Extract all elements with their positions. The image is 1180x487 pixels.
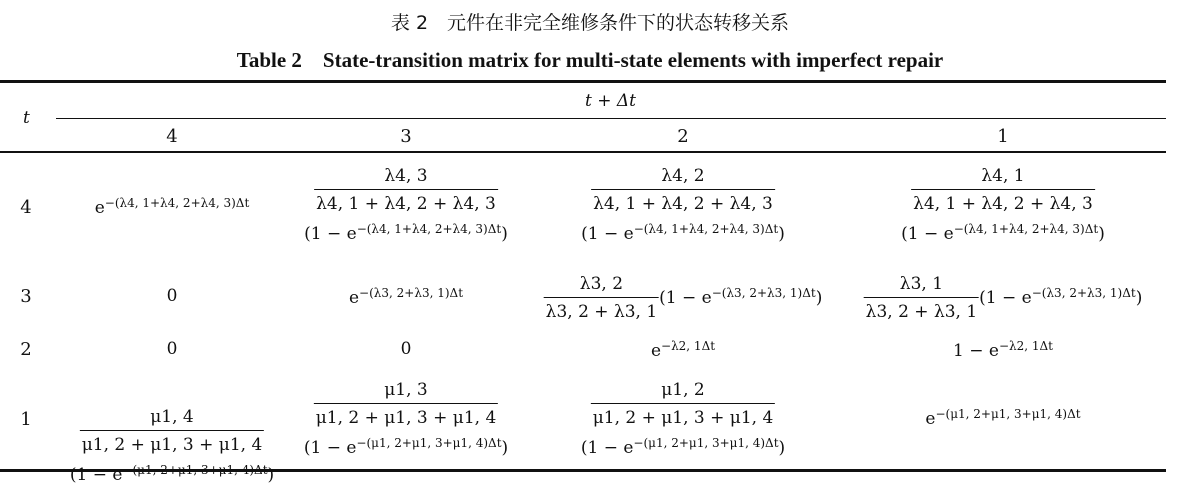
matrix-cell	[304, 166, 508, 244]
matrix-cell	[167, 339, 178, 359]
repair-factor-exponent: −(λ3, 2+λ3, 1)Δt	[1031, 285, 1136, 300]
exponential-expression	[953, 341, 1053, 361]
fraction-denominator: μ1, 2 + μ1, 3 + μ1, 4	[314, 403, 499, 428]
fraction-numerator: λ3, 1	[899, 274, 944, 294]
matrix-cell	[401, 339, 412, 359]
fraction	[591, 380, 776, 428]
repair-factor-open: (1 − e	[580, 438, 634, 458]
row-label-4: 4	[20, 197, 32, 218]
repair-factor-exponent: −(λ3, 2+λ3, 1)Δt	[711, 285, 816, 300]
repair-factor	[901, 222, 1105, 244]
fraction	[864, 274, 979, 322]
expression-exponent: −λ2, 1Δt	[998, 339, 1053, 353]
header-rule	[0, 151, 1166, 153]
expression-base: e	[94, 198, 105, 218]
fraction-numerator: μ1, 2	[661, 380, 705, 400]
repair-factor-exponent: −(μ1, 2+μ1, 3+μ1, 4)Δt	[633, 436, 779, 450]
repair-factor-close: )	[1135, 287, 1143, 308]
repair-factor-close: )	[501, 438, 509, 458]
expression-base: 1 − e	[953, 341, 999, 361]
row-header-t: t	[23, 108, 30, 128]
repair-factor-close: )	[267, 465, 275, 485]
fraction-numerator: λ4, 1	[981, 166, 1025, 186]
repair-factor-close: )	[778, 438, 786, 458]
row-label-2: 2	[20, 339, 32, 360]
matrix-cell	[70, 407, 274, 485]
fraction-denominator: λ4, 1 + λ4, 2 + λ4, 3	[314, 189, 498, 214]
expression-exponent: −(μ1, 2+μ1, 3+μ1, 4)Δt	[935, 407, 1081, 421]
expression-exponent: −(λ4, 1+λ4, 2+λ4, 3)Δt	[104, 196, 250, 210]
repair-factor-open: (1 − e	[979, 287, 1032, 308]
matrix-cell	[349, 286, 463, 308]
repair-factor-open: (1 − e	[581, 224, 634, 244]
matrix-cell	[901, 166, 1105, 244]
repair-factor-open: (1 − e	[304, 224, 357, 244]
fraction	[80, 407, 265, 455]
expression-exponent: −(λ3, 2+λ3, 1)Δt	[359, 286, 464, 300]
expression-exponent: −λ2, 1Δt	[661, 339, 716, 353]
fraction	[544, 274, 659, 322]
repair-factor-close: )	[778, 224, 785, 244]
matrix-cell	[544, 274, 823, 322]
repair-factor-exponent: −(λ4, 1+λ4, 2+λ4, 3)Δt	[953, 222, 1099, 236]
repair-factor-exponent: −(μ1, 2+μ1, 3+μ1, 4)Δt	[356, 436, 502, 450]
fraction-denominator: λ4, 1 + λ4, 2 + λ4, 3	[911, 189, 1095, 214]
repair-factor-open: (1 − e	[901, 224, 954, 244]
fraction-numerator: μ1, 4	[150, 407, 194, 427]
repair-factor	[581, 436, 785, 458]
repair-factor-open: (1 − e	[303, 438, 357, 458]
fraction-numerator: μ1, 3	[384, 380, 428, 400]
group-rule	[56, 118, 1166, 119]
fraction-denominator: μ1, 2 + μ1, 3 + μ1, 4	[80, 430, 265, 455]
table-title-chinese: 表 2 元件在非完全维修条件下的状态转移关系	[390, 12, 790, 34]
repair-factor-close: )	[1098, 224, 1105, 244]
row-label-1: 1	[20, 409, 32, 430]
repair-factor-exponent: −(λ4, 1+λ4, 2+λ4, 3)Δt	[633, 222, 779, 236]
repair-factor	[659, 285, 823, 308]
fraction-denominator: μ1, 2 + μ1, 3 + μ1, 4	[591, 403, 776, 428]
repair-factor	[304, 436, 508, 458]
column-header-2: 2	[677, 126, 689, 147]
exponential-expression	[651, 341, 715, 361]
matrix-cell	[581, 166, 785, 244]
matrix-cell	[864, 274, 1143, 322]
repair-factor-exponent: −(μ1, 2+μ1, 3+μ1, 4)Δt	[122, 463, 268, 477]
matrix-cell	[167, 286, 178, 306]
repair-factor-exponent: −(λ4, 1+λ4, 2+λ4, 3)Δt	[356, 222, 502, 236]
column-header-4: 4	[166, 126, 178, 147]
repair-factor-close: )	[501, 224, 508, 244]
cell-value: 0	[400, 339, 412, 359]
column-group-header: t + Δt	[585, 91, 636, 111]
repair-factor	[581, 222, 785, 244]
fraction-numerator: λ4, 2	[661, 166, 705, 186]
column-header-3: 3	[400, 126, 412, 147]
matrix-cell	[651, 339, 715, 361]
matrix-cell	[925, 407, 1080, 429]
fraction	[911, 166, 1095, 214]
fraction-denominator: λ4, 1 + λ4, 2 + λ4, 3	[591, 189, 775, 214]
top-rule	[0, 80, 1166, 83]
matrix-cell	[95, 196, 250, 218]
exponential-expression	[349, 288, 463, 308]
fraction	[591, 166, 775, 214]
cell-value: 0	[166, 286, 178, 306]
exponential-expression	[925, 409, 1080, 429]
matrix-cell	[304, 380, 508, 458]
fraction-numerator: λ3, 2	[579, 274, 624, 294]
table-title-english: Table 2 State-transition matrix for multi-state elements with imperfect repair	[236, 48, 944, 72]
matrix-cell	[581, 380, 785, 458]
fraction-denominator: λ3, 2 + λ3, 1	[544, 297, 659, 322]
repair-factor	[70, 463, 274, 485]
fraction-numerator: λ4, 3	[384, 166, 428, 186]
repair-factor-open: (1 − e	[659, 287, 712, 308]
repair-factor-open: (1 − e	[69, 465, 123, 485]
expression-base: e	[650, 341, 662, 361]
repair-factor-close: )	[815, 287, 823, 308]
repair-factor	[304, 222, 508, 244]
fraction	[314, 166, 498, 214]
column-header-1: 1	[997, 126, 1009, 147]
fraction-denominator: λ3, 2 + λ3, 1	[864, 297, 979, 322]
exponential-expression	[95, 198, 250, 218]
expression-base: e	[925, 409, 936, 429]
matrix-cell	[953, 339, 1053, 361]
row-label-3: 3	[20, 286, 32, 307]
fraction	[314, 380, 499, 428]
cell-value: 0	[166, 339, 178, 359]
repair-factor	[979, 285, 1143, 308]
expression-base: e	[348, 288, 360, 308]
